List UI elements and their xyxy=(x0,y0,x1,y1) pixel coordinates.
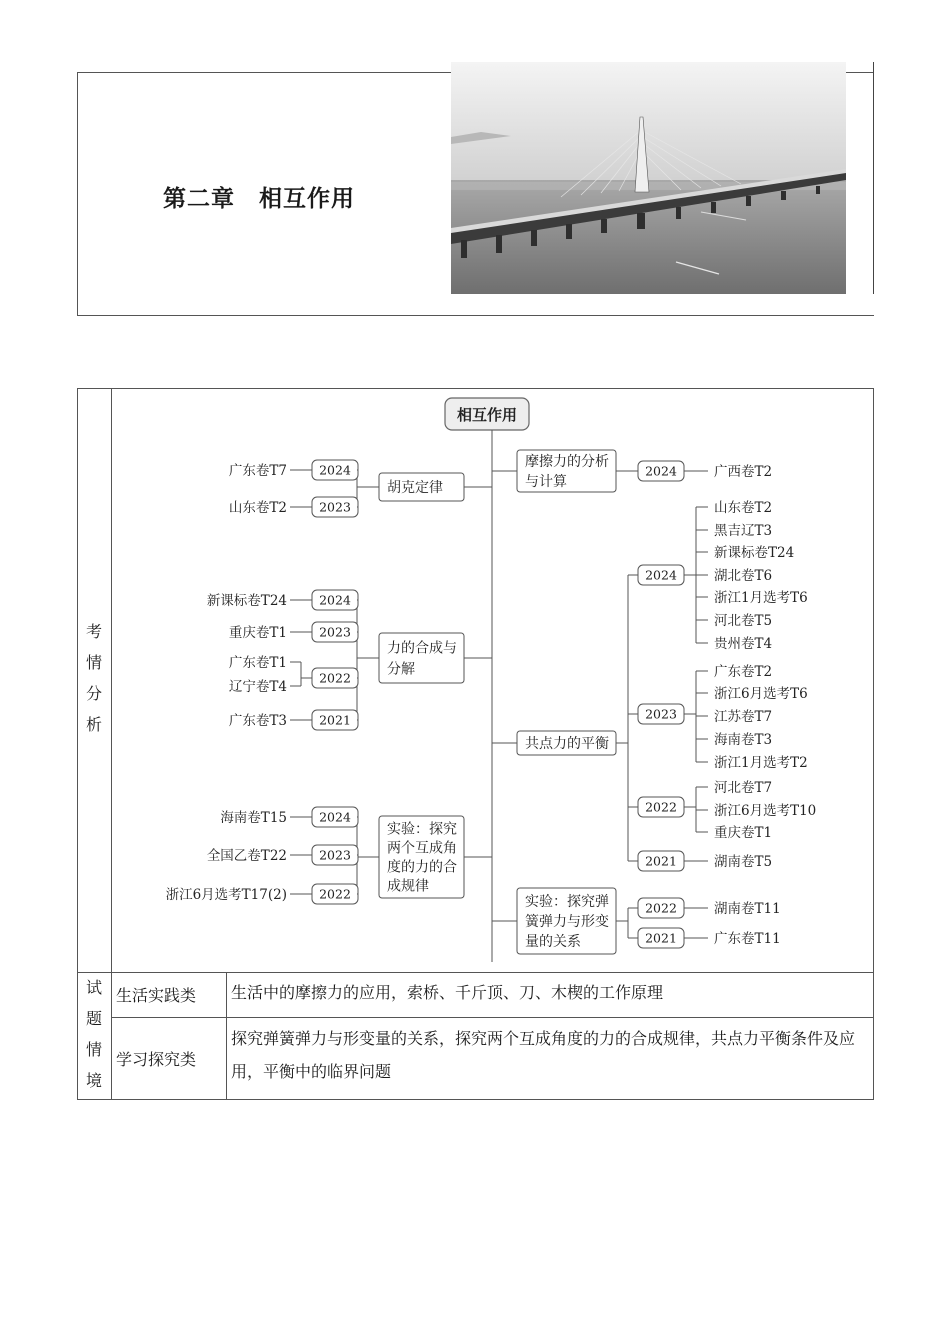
right-topic-1-item-1-label: 广西卷T2 xyxy=(714,464,773,480)
left-topic-3-item-2-label: 全国乙卷T22 xyxy=(206,848,287,864)
right-topic-2-item-1-label-2: 黑吉辽T3 xyxy=(714,523,773,539)
row-content-2: 探究弹簧弹力与形变量的关系，探究两个互成角度的力的合成规律，共点力平衡条件及应用，平衡中的临界问题 xyxy=(231,1029,856,1081)
right-topic-2-item-1-year-label: 2024 xyxy=(645,567,677,583)
right-topic-2-item-1-label-3: 新课标卷T24 xyxy=(714,545,795,561)
left-topic-3-item-1-label: 海南卷T15 xyxy=(220,810,287,826)
analysis-label: 考 情 分 析 xyxy=(85,622,102,734)
right-topic-3-line-2: 量的关系 xyxy=(525,934,581,950)
left-topic-2-item-3-label-2: 辽宁卷T4 xyxy=(228,679,287,695)
left-topic-3-line-2: 度的力的合 xyxy=(387,859,457,876)
right-topic-2-item-4-label: 湖南卷T5 xyxy=(714,854,773,870)
right-topic-2-item-1-label-7: 贵州卷T4 xyxy=(714,636,773,652)
left-topic-3-line-0: 实验：探究 xyxy=(387,821,457,838)
root-node-label: 相互作用 xyxy=(456,406,518,424)
left-topic-2-item-1-year-label: 2024 xyxy=(319,592,351,608)
left-topic-2-item-2-label: 重庆卷T1 xyxy=(228,625,287,641)
right-topic-2-item-2-label-1: 广东卷T2 xyxy=(714,664,773,680)
table-hline-1 xyxy=(78,972,873,973)
right-topic-1-item-1-year-label: 2024 xyxy=(645,463,677,479)
left-topic-2-item-2-year-label: 2023 xyxy=(319,624,351,640)
right-topic-3-item-1-label: 湖南卷T11 xyxy=(714,901,781,917)
left-topic-2-line-1: 分解 xyxy=(387,661,415,678)
right-topic-2-line-0: 共点力的平衡 xyxy=(525,736,609,752)
left-topic-2-item-4-year-label: 2021 xyxy=(319,712,351,728)
left-topic-2-item-4-label: 广东卷T3 xyxy=(228,713,287,729)
left-topic-3-item-1-year-label: 2024 xyxy=(319,809,351,825)
right-topic-2-item-3-label-3: 重庆卷T1 xyxy=(714,825,773,841)
left-topic-3-line-3: 成规律 xyxy=(387,878,429,895)
left-topic-2-item-1-label: 新课标卷T24 xyxy=(206,593,287,609)
left-topic-3-line-1: 两个互成角 xyxy=(387,840,457,857)
row-content-1: 生活中的摩擦力的应用，索桥、千斤顶、刀、木楔的工作原理 xyxy=(231,983,664,1002)
left-topic-1-item-1-label: 广东卷T7 xyxy=(228,463,287,479)
left-topic-3-item-3-label: 浙江6月选考T17(2) xyxy=(165,887,287,903)
left-topic-3-item-3-year-label: 2022 xyxy=(319,886,351,902)
right-topic-2-item-4-year-label: 2021 xyxy=(645,853,677,869)
right-topic-2-item-3-year-label: 2022 xyxy=(645,799,677,815)
right-topic-3-item-2-year-label: 2021 xyxy=(645,930,677,946)
right-topic-3-item-2-label: 广东卷T11 xyxy=(714,931,781,947)
left-topic-2-line-0: 力的合成与 xyxy=(387,640,457,657)
left-topic-1-item-2-year-label: 2023 xyxy=(319,499,351,515)
right-topic-3-line-0: 实验：探究弹 xyxy=(525,894,609,910)
right-topic-3-line-1: 簧弹力与形变 xyxy=(525,914,609,930)
right-topic-2-item-2-label-5: 浙江1月选考T2 xyxy=(714,755,808,771)
left-topic-1-item-2-label: 山东卷T2 xyxy=(228,500,287,516)
situation-label: 试 题 情 境 xyxy=(85,978,102,1090)
left-topic-1-line-0: 胡克定律 xyxy=(387,480,443,496)
left-topic-2-item-3-year-label: 2022 xyxy=(319,670,351,686)
chapter-title: 第二章 相互作用 xyxy=(163,186,355,212)
right-topic-2-item-2-year-label: 2023 xyxy=(645,706,677,722)
right-topic-2-item-1-label-1: 山东卷T2 xyxy=(714,500,773,516)
right-topic-2-item-1-label-4: 湖北卷T6 xyxy=(714,568,773,584)
right-topic-2-item-2-label-4: 海南卷T3 xyxy=(714,732,773,748)
row-category-1: 生活实践类 xyxy=(116,986,197,1005)
right-topic-2-item-3-label-1: 河北卷T7 xyxy=(714,780,773,796)
right-topic-3-item-1-year-label: 2022 xyxy=(645,900,677,916)
right-topic-2-item-2-label-3: 江苏卷T7 xyxy=(714,709,773,725)
table-vline-category xyxy=(226,973,227,1099)
left-topic-3-item-2-year-label: 2023 xyxy=(319,847,351,863)
left-topic-2-item-3-label-1: 广东卷T1 xyxy=(228,655,287,671)
right-topic-1-line-1: 与计算 xyxy=(525,474,567,490)
right-topic-2-item-2-label-2: 浙江6月选考T6 xyxy=(714,686,808,702)
left-topic-1-item-1-year-label: 2024 xyxy=(319,462,351,478)
right-topic-2-item-3-label-2: 浙江6月选考T10 xyxy=(714,803,817,819)
right-topic-2-item-1-label-5: 浙江1月选考T6 xyxy=(714,590,808,606)
row-category-2: 学习探究类 xyxy=(116,1050,197,1069)
right-topic-2-item-1-label-6: 河北卷T5 xyxy=(714,613,773,629)
right-topic-1-line-0: 摩擦力的分析 xyxy=(525,454,609,470)
